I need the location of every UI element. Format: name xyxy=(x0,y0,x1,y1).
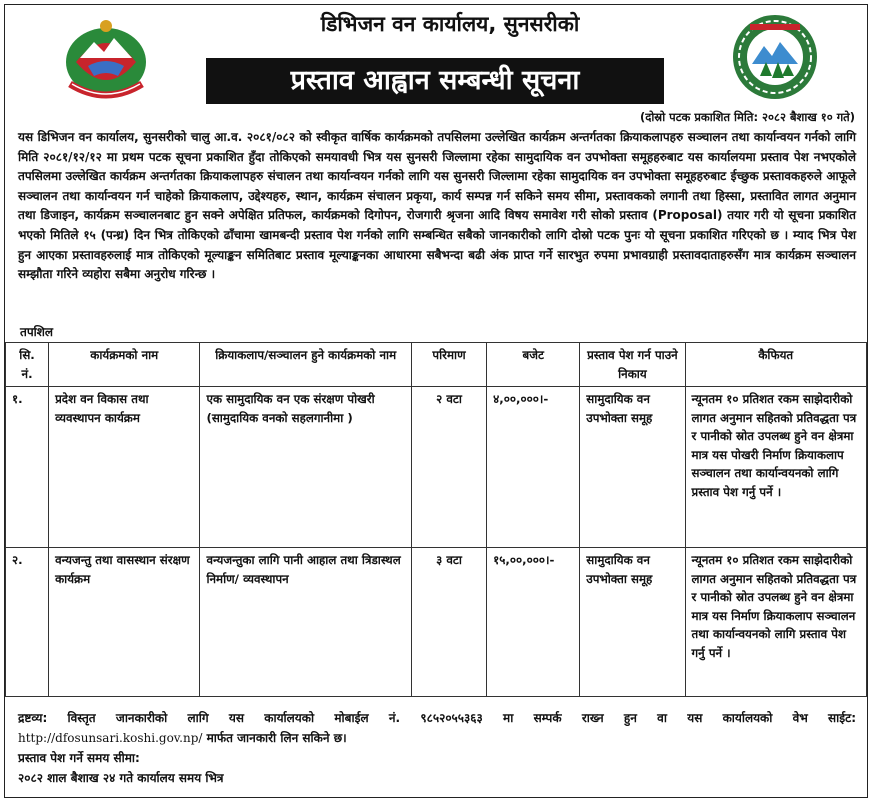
cell-activity: वन्यजन्तुका लागि पानी आहाल तथा त्रिडास्थल निर्माण/ व्यवस्थापन xyxy=(200,548,411,697)
cell-quantity: २ वटा xyxy=(411,387,486,548)
header-budget: बजेट xyxy=(487,343,580,387)
forest-department-logo xyxy=(730,12,820,102)
cell-remarks: न्यूनतम १० प्रतिशत रकम साझेदारीको लागत अनुमान सहितको प्रतिवद्धता पत्र र पानीको स्रोत उपलब्ध हुने वन क्षेत्रमा मात्र यस पोखरी निर्माण क्रियाकलाप सञ्चालन तथा कार्यान्वयनको लागि प्रस्ताव पेश गर्नु पर्ने । xyxy=(685,387,866,548)
header-submitter: प्रस्ताव पेश गर्न पाउने निकाय xyxy=(580,343,685,387)
cell-budget: ४,००,०००।- xyxy=(487,387,580,548)
table-header-row xyxy=(6,343,867,387)
header-sn: सि. नं. xyxy=(6,343,49,387)
cell-submitter: सामुदायिक वन उपभोक्ता समूह xyxy=(580,387,685,548)
cell-program: प्रदेश वन विकास तथा व्यवस्थापन कार्यक्रम xyxy=(49,387,200,548)
header-program: कार्यक्रमको नाम xyxy=(49,343,200,387)
footer-website-line xyxy=(18,728,856,748)
office-name: डिभिजन वन कार्यालय, सुनसरीको xyxy=(320,12,580,36)
nepal-emblem-logo xyxy=(58,14,154,104)
table-row xyxy=(6,387,867,548)
program-table xyxy=(5,342,867,697)
deadline-label: प्रस्ताव पेश गर्ने समय सीमा: xyxy=(18,751,140,765)
cell-sn: १. xyxy=(6,387,49,548)
details-label: तपशिल xyxy=(20,325,54,339)
notice-title-banner: प्रस्ताव आह्वान सम्बन्धी सूचना xyxy=(206,58,664,104)
cell-activity: एक सामुदायिक वन एक संरक्षण पोखरी (सामुदायिक वनको सहलगानीमा ) xyxy=(200,387,411,548)
cell-program: वन्यजन्तु तथा वासस्थान संरक्षण कार्यक्रम xyxy=(49,548,200,697)
header-remarks: कैफियत xyxy=(685,343,866,387)
footer-notes xyxy=(18,708,856,788)
cell-submitter: सामुदायिक वन उपभोक्ता समूह xyxy=(580,548,685,697)
cell-remarks: न्यूनतम १० प्रतिशत रकम साझेदारीको लागत अनुमान सहितको प्रतिवद्धता पत्र र पानीको स्रोत उपलब्ध हुने वन क्षेत्रमा मात्र यस निर्माण क्रियाकलाप सञ्चालन तथा कार्यान्वयनको लागि प्रस्ताव पेश गर्नु पर्ने । xyxy=(685,548,866,697)
header-quantity: परिमाण xyxy=(411,343,486,387)
cell-budget: १५,००,०००।- xyxy=(487,548,580,697)
footer-contact-note: द्रष्टव्य: विस्तृत जानकारीको लागि यस कार्यालयको मोबाईल नं. ९८५२०५५३६३ मा सम्पर्क राख्न हुन वा यस कार्यालयको वेभ साईट: xyxy=(18,711,856,725)
deadline-value: २०८२ शाल बैशाख २४ गते कार्यालय समय भित्र xyxy=(18,771,224,785)
website-link[interactable]: http://dfosunsari.koshi.gov.np/ xyxy=(18,731,203,745)
header-activity: क्रियाकलाप/सञ्चालन हुने कार्यक्रमको नाम xyxy=(200,343,411,387)
cell-sn: २. xyxy=(6,548,49,697)
cell-quantity: ३ वटा xyxy=(411,548,486,697)
website-suffix: मार्फत जानकारी लिन सकिने छ। xyxy=(202,731,347,745)
table-row xyxy=(6,548,867,697)
notice-body-paragraph: यस डिभिजन वन कार्यालय, सुनसरीको चालु आ.व. २०८१/०८२ को स्वीकृत वार्षिक कार्यक्रमको तपसिलमा उल्लेखित कार्यक्रम अन्तर्गतका क्रियाकलापहरु सञ्चालन तथा कार्यान्वयन गर्नको लागि मिति २०८१/१२/१२ मा प्रथम पटक सूचना प्रकाशित हुँदा तोकिएको समयावधी भित्र यस सुनसरी जिल्लामा रहेका सामुदायिक वन उपभोक्ता समूहहरुबाट यस कार्यालयमा प्रस्ताव पेश नभएकोले तपसिलमा उल्लेखित कार्यक्रम अन्तर्गतका क्रियाकलापहरु संचालन तथा कार्यान्वयन गर्नको लागि यस सुनसरी जिल्लामा रहेका सामुदायिक वन उपभोक्ता समूहहरुबाट ईच्छुक प्रस्तावकहरुले आफूले सञ्चालन तथा कार्यान्वयन गर्न चाहेको क्रियाकलाप, उद्देश्यहरु, स्थान, कार्यक्रम संचालन प्रकृया, कार्य सम्पन्न गर्न सकिने समय सीमा, प्रस्तावकको लगानी तथा हिस्सा, प्रस्तावित लागत अनुमान तथा डिजाइन, कार्यक्रम सञ्चालनबाट हुन सक्ने अपेक्षित प्रतिफल, कार्यक्रमको दिगोपन, रोजगारी श्रृजना आदि विषय समावेश गरी सोको प्रस्ताव (Proposal) तयार गरी यो सूचना प्रकाशित भएको मितिले १५ (पन्ध्र) दिन भित्र तोकिएको ढाँचामा खामबन्दी प्रस्ताव पेश गर्नको लागि सम्बन्धित सबैको जानकारीको लागि दोस्रो पटक पुनः यो सूचना प्रकाशित गरिएको छ । म्याद भित्र पेश हुन आएका प्रस्तावहरुलाई मात्र तोकिएको मूल्याङ्कन समितिबाट प्रस्ताव मूल्याङ्कनका आधारमा सबैभन्दा बढी अंक प्राप्त गर्ने सारभुत रुपमा प्रभावग्राही प्रस्तावदाताहरुसँग मात्र कार्यक्रम सञ्चालन सम्झौता गरिने व्यहोरा सबैमा अनुरोध गरिन्छ । xyxy=(18,130,856,282)
publish-date-note: (दोस्रो पटक प्रकाशित मिति: २०८२ बैशाख १० गते) xyxy=(639,110,855,124)
